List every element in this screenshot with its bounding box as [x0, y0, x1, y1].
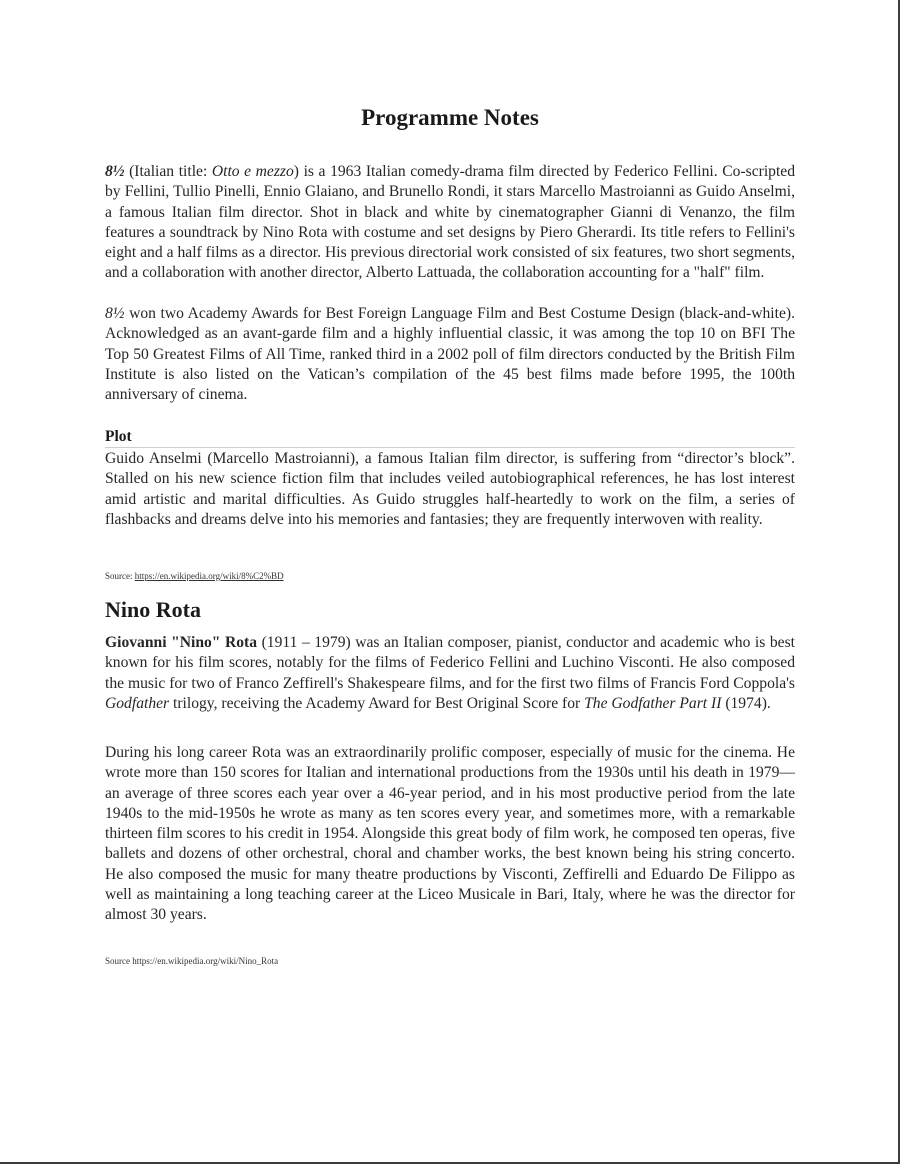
section-heading-nino-rota: Nino Rota: [105, 597, 201, 622]
film-awards-paragraph: 8½ won two Academy Awards for Best Foreign Language Film and Best Costume Design (black-and-white). Acknowledged as an avant-garde film and a highly influential classic, it was among the top 10 on BFI The Top 50 Greatest Films of All Time, ranked third in a 2002 poll of film directors conducted by the British Film Institute is also listed on the Vatican’s compilation of the 45 best films made before 1995, the 100th anniversary of cinema.: [105, 305, 795, 404]
plot-heading: Plot: [105, 428, 795, 448]
source-link-film[interactable]: https://en.wikipedia.org/wiki/8%C2%BD: [134, 571, 284, 581]
plot-paragraph: Guido Anselmi (Marcello Mastroianni), a famous Italian film director, is suffering from “director’s block”. Stalled on his new science fiction film that includes veiled autobiographical references, he has lost interest amid artistic and marital difficulties. As Guido struggles half-heartedly to work on the film, a series of flashbacks and dreams delve into his memories and fantasies; they are frequently interwoven with reality.: [105, 450, 795, 528]
source-citation-film: Source: https://en.wikipedia.org/wiki/8%C2%BD: [105, 571, 284, 581]
film-title: 8½: [105, 163, 125, 180]
composer-name: Giovanni "Nino" Rota: [105, 634, 258, 651]
film-intro-paragraph: 8½ (Italian title: Otto e mezzo) is a 1963 Italian comedy-drama film directed by Federico Fellini. Co-scripted by Fellini, Tullio Pinelli, Ennio Glaiano, and Brunello Rondi, it stars Marcello Mastroianni as Guido Anselmi, a famous Italian film director. Shot in black and white by cinematographer Gianni di Venanzo, the film features a soundtrack by Nino Rota with costume and set designs by Piero Gherardi. Its title refers to Fellini's eight and a half films as a director. His previous directorial work consisted of six features, two short segments, and a collaboration with another director, Alberto Lattuada, the collaboration accounting for a "half" film.: [105, 163, 795, 282]
godfather-part-ii-title: The Godfather Part II: [584, 694, 722, 712]
italian-title: Otto e mezzo: [211, 163, 294, 180]
rota-intro-paragraph: Giovanni "Nino" Rota (1911 – 1979) was an Italian composer, pianist, conductor and academic who is best known for his film scores, notably for the films of Federico Fellini and Luchino Visconti. He also composed the music for two of Franco Zeffirell's Shakespeare films, and for the first two films of Francis Ford Coppola's Godfather trilogy, receiving the Academy Award for Best Original Score for The Godfather Part II (1974).: [105, 634, 795, 712]
source-link-rota[interactable]: https://en.wikipedia.org/wiki/Nino_Rota: [132, 956, 279, 966]
source-citation-rota: Source https://en.wikipedia.org/wiki/Nino_Rota: [105, 956, 279, 966]
godfather-title: Godfather: [105, 694, 170, 712]
rota-career-paragraph: During his long career Rota was an extraordinarily prolific composer, especially of music for the cinema. He wrote more than 150 scores for Italian and international productions from the 1930s until his death in 1979—an average of three scores each year over a 46-year period, and in his most productive period from the late 1940s to the mid-1950s he wrote as many as ten scores every year, and sometimes more, with a remarkable thirteen film scores to his credit in 1954. Alongside this great body of film work, he composed ten operas, five ballets and dozens of other orchestral, choral and chamber works, the best known being his string concerto. He also composed the music for many theatre productions by Visconti, Zeffirelli and Eduardo De Filippo as well as maintaining a long teaching career at the Liceo Musicale in Bari, Italy, where he was the director for almost 30 years.: [105, 744, 795, 924]
film-title: 8½: [105, 305, 125, 322]
page-title: Programme Notes: [361, 105, 539, 130]
